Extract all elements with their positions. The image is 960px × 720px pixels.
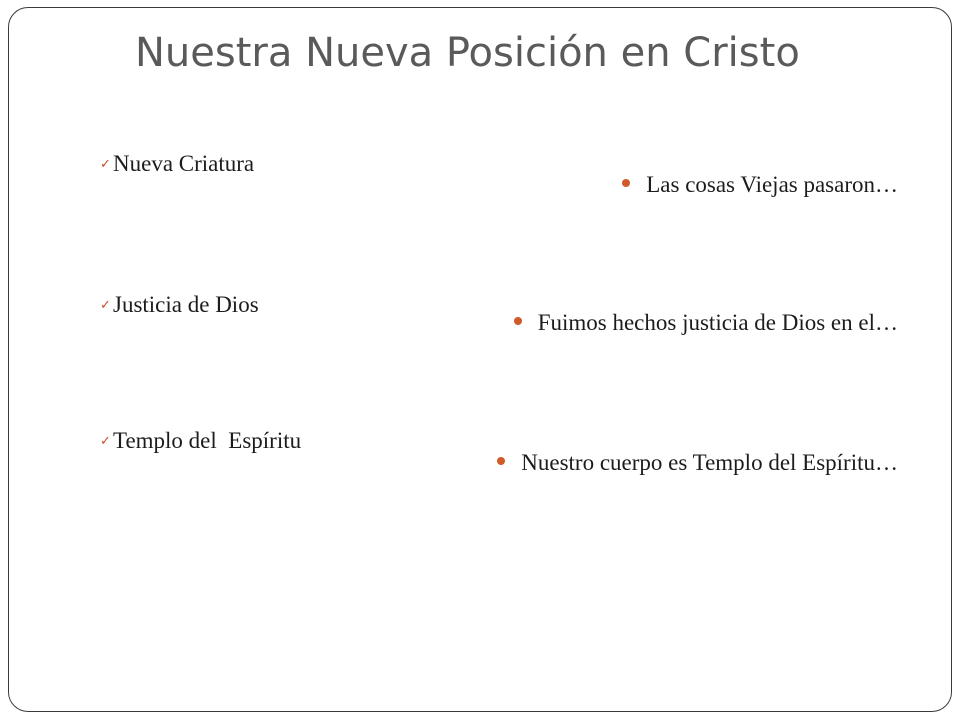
check-icon: ✓ [100,157,111,172]
right-list-item-label: Las cosas Viejas pasaron… [646,172,898,197]
bullet-dot-icon [497,457,505,465]
left-list-item-label: Justicia de Dios [113,292,259,317]
right-list-item-cosas-viejas [622,172,898,198]
right-list-item-label: Fuimos hechos justicia de Dios en el… [537,310,898,335]
left-list-item-label: Templo del Espíritu [113,428,302,453]
right-list-item-label: Nuestro cuerpo es Templo del Espíritu… [521,450,898,475]
check-icon: ✓ [100,434,111,449]
bullet-dot-icon [622,179,630,187]
bullet-dot-icon [514,317,522,325]
left-list-item-justicia [100,292,259,318]
left-list-item-nueva-criatura [100,151,254,177]
left-list-item-label: Nueva Criatura [113,151,255,176]
check-icon: ✓ [100,298,111,313]
slide-frame [8,7,952,712]
slide-title: Nuestra Nueva Posición en Cristo [135,30,800,76]
right-list-item-templo [497,450,898,476]
right-list-item-justicia [514,310,898,336]
left-list-item-templo [100,428,301,454]
